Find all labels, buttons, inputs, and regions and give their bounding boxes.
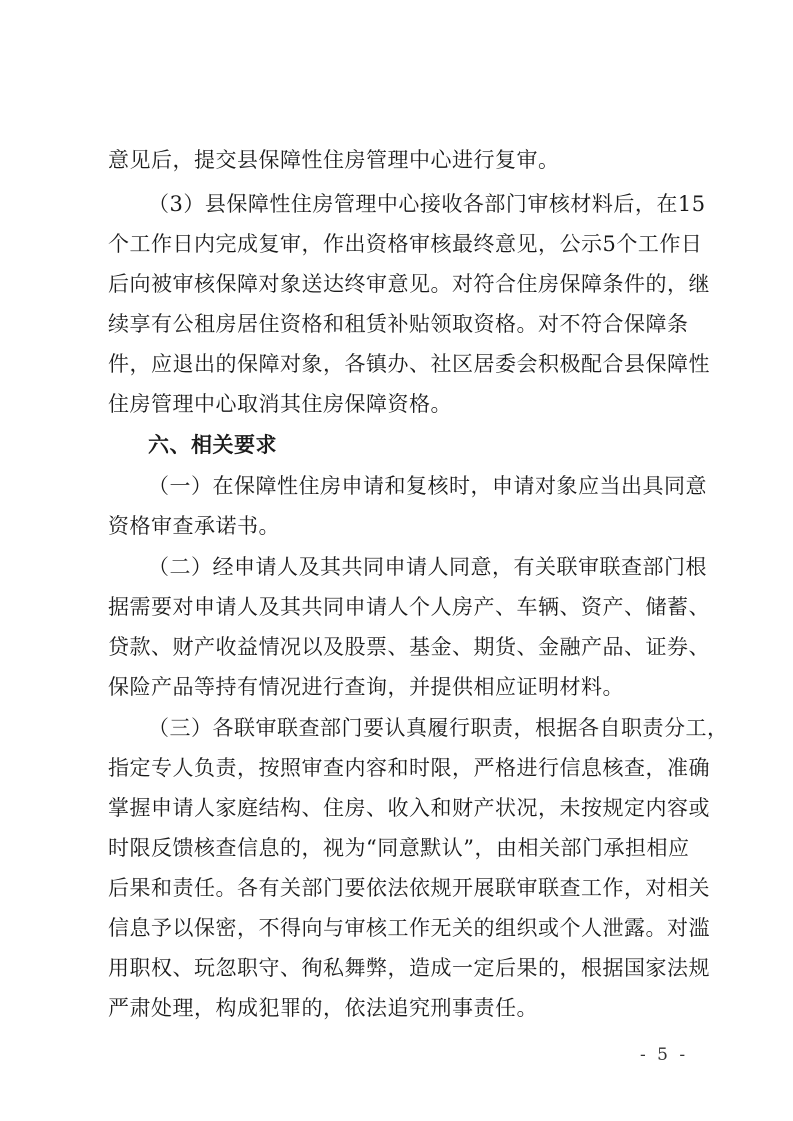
text-line: 续享有公租房居住资格和租赁补贴领取资格。对不符合保障条: [108, 312, 689, 336]
text-line: 严肃处理，构成犯罪的，依法追究刑事责任。: [108, 996, 538, 1020]
text-line: 保险产品等持有情况进行查询，并提供相应证明材料。: [108, 675, 624, 699]
text-line: （一）在保障性住房申请和复核时，申请对象应当出具同意: [148, 474, 707, 498]
text-line: 贷款、财产收益情况以及股票、基金、期货、金融产品、证券、: [108, 635, 710, 659]
text-line: （三）各联审联查部门要认真履行职责，根据各自职责分工，: [148, 716, 729, 740]
text-line: 据需要对申请人及其共同申请人个人房产、车辆、资产、储蓄、: [108, 595, 710, 619]
text-line: （二）经申请人及其共同申请人同意，有关联审联查部门根: [148, 555, 707, 579]
text-line: 后果和责任。各有关部门要依法依规开展联审联查工作，对相关: [108, 876, 710, 900]
text-line: 住房管理中心取消其住房保障资格。: [108, 392, 452, 416]
text-line: 意见后，提交县保障性住房管理中心进行复审。: [108, 148, 560, 172]
text-line: 掌握申请人家庭结构、住房、收入和财产状况，未按规定内容或: [108, 796, 710, 820]
text-line: 时限反馈核查信息的，视为“同意默认”，由相关部门承担相应: [108, 836, 690, 860]
text-line: 用职权、玩忽职守、徇私舞弊，造成一定后果的，根据国家法规: [108, 956, 710, 980]
text-line: 指定专人负责，按照审查内容和时限，严格进行信息核查，准确: [108, 756, 710, 780]
section-heading: 六、相关要求: [148, 433, 277, 457]
text-line: 个工作日内完成复审，作出资格审核最终意见，公示5个工作日: [108, 232, 703, 256]
page-number: - 5 -: [640, 1045, 689, 1065]
text-line: 件，应退出的保障对象，各镇办、社区居委会积极配合县保障性: [108, 352, 710, 376]
text-line: 后向被审核保障对象送达终审意见。对符合住房保障条件的，继: [108, 272, 710, 296]
text-line: 信息予以保密，不得向与审核工作无关的组织或个人泄露。对滥: [108, 916, 710, 940]
text-line: （3）县保障性住房管理中心接收各部门审核材料后，在15: [148, 192, 706, 216]
text-line: 资格审查承诺书。: [108, 514, 280, 538]
